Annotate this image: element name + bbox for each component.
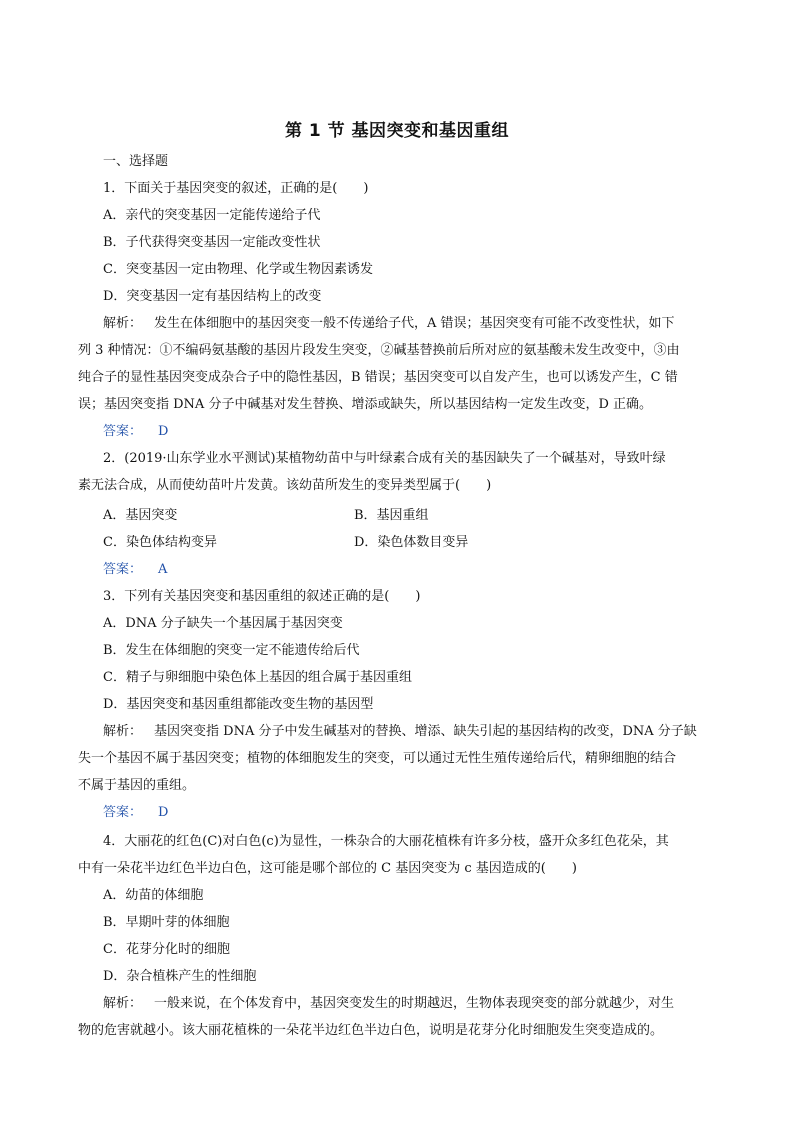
question-1-analysis-line [103, 314, 675, 334]
page-title: 第 1 节 基因突变和基因重组 [284, 121, 510, 141]
analysis-label: 解析： [103, 724, 143, 739]
question-1-analysis-line: 列 3 种情况：①不编码氨基酸的基因片段发生突变，②碱基替换前后所对应的氨基酸未发生改变中，③由 [78, 343, 680, 358]
answer-value: A [158, 562, 168, 577]
question-3-option-b: B．发生在体细胞的突变一定不能遗传给后代 [103, 643, 360, 658]
question-4-option-d: D．杂合植株产生的性细胞 [103, 969, 257, 984]
question-1-analysis-line: 纯合子的显性基因突变成杂合子中的隐性基因，B 错误；基因突变可以自发产生，也可以诱发产生，C 错 [78, 370, 678, 385]
question-3-option-c: C．精子与卵细胞中染色体上基因的组合属于基因重组 [103, 670, 412, 685]
analysis-label: 解析： [103, 316, 143, 331]
question-3-option-d: D．基因突变和基因重组都能改变生物的基因型 [103, 697, 374, 712]
question-4-stem-line: 中有一朵花半边红色半边白色，这可能是哪个部位的 C 基因突变为 c 基因造成的( ) [78, 861, 577, 876]
question-1-option-d: D．突变基因一定有基因结构上的改变 [103, 289, 322, 304]
question-1-analysis-line: 误；基因突变指 DNA 分子中碱基对发生替换、增添或缺失，所以基因结构一定发生改变，D 正确。 [78, 397, 653, 412]
question-2-option-a: A．基因突变 [103, 508, 178, 523]
question-2-answer [103, 560, 167, 580]
question-1-option-c: C．突变基因一定由物理、化学或生物因素诱发 [103, 262, 373, 277]
answer-label: 答案： [103, 424, 143, 439]
question-2-options-row [103, 506, 177, 526]
question-4-option-a: A．幼苗的体细胞 [103, 888, 204, 903]
analysis-text: 一般来说，在个体发育中，基因突变发生的时期越迟，生物体表现突变的部分就越少，对生 [154, 996, 675, 1011]
question-4-option-c: C．花芽分化时的细胞 [103, 942, 230, 957]
question-1-option-b: B．子代获得突变基因一定能改变性状 [103, 235, 321, 250]
question-3-answer [103, 803, 168, 823]
answer-label: 答案： [103, 562, 143, 577]
question-1-answer [103, 422, 168, 442]
question-4-analysis-line: 物的危害就越小。该大丽花植株的一朵花半边红色半边白色，说明是花芽分化时细胞发生突变造成的。 [78, 1023, 664, 1038]
analysis-label: 解析： [103, 996, 143, 1011]
question-3-stem: 3．下列有关基因突变和基因重组的叙述正确的是( ) [103, 589, 421, 604]
question-2-option-b: B．基因重组 [354, 508, 429, 523]
answer-value: D [158, 805, 169, 820]
question-4-option-b: B．早期叶芽的体细胞 [103, 915, 230, 930]
question-3-analysis-line: 失一个基因不属于基因突变；植物的体细胞发生的突变，可以通过无性生殖传递给后代，精卵细胞的结合 [78, 751, 677, 766]
analysis-text: 基因突变指 DNA 分子中发生碱基对的替换、增添、缺失引起的基因结构的改变，DNA 分子缺 [154, 724, 697, 739]
question-2-stem-line: 2．(2019·山东学业水平测试)某植物幼苗中与叶绿素合成有关的基因缺失了一个碱基对，导致叶绿 [103, 451, 666, 466]
answer-value: D [158, 424, 169, 439]
question-3-analysis-line [103, 722, 697, 742]
answer-label: 答案： [103, 805, 143, 820]
question-4-analysis-line [103, 994, 674, 1014]
analysis-text: 发生在体细胞中的基因突变一般不传递给子代，A 错误；基因突变有可能不改变性状，如下 [154, 316, 675, 331]
question-2-stem-line: 素无法合成，从而使幼苗叶片发黄。该幼苗所发生的变异类型属于( ) [78, 478, 492, 493]
question-2-option-d: D．染色体数目变异 [354, 535, 469, 550]
question-3-analysis-line: 不属于基因的重组。 [78, 778, 196, 793]
question-3-option-a: A．DNA 分子缺失一个基因属于基因突变 [103, 616, 343, 631]
question-1-option-a: A．亲代的突变基因一定能传递给子代 [103, 208, 321, 223]
question-1-stem: 1．下面关于基因突变的叙述，正确的是( ) [103, 181, 369, 196]
question-4-stem-line: 4．大丽花的红色(C)对白色(c)为显性，一株杂合的大丽花植株有许多分枝，盛开众多红色花朵，其 [103, 834, 669, 849]
question-2-option-c: C．染色体结构变异 [103, 535, 217, 550]
section-heading: 一、选择题 [103, 154, 169, 169]
